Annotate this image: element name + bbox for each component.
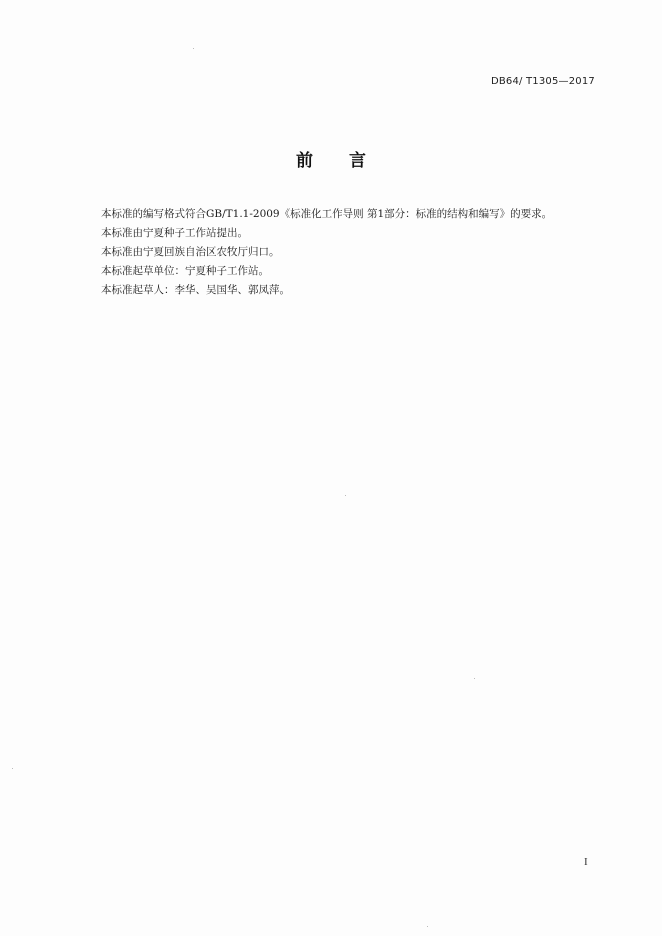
scan-speck xyxy=(345,495,346,496)
paragraph-administrator: 本标准由宁夏回族自治区农牧厅归口。 xyxy=(101,246,280,258)
paragraph-drafting-unit: 本标准起草单位：宁夏种子工作站。 xyxy=(101,265,269,277)
scan-speck xyxy=(193,48,194,49)
scan-speck xyxy=(474,678,475,679)
document-code: DB64/ T1305—2017 xyxy=(490,76,595,87)
page-number: I xyxy=(584,856,588,868)
foreword-body xyxy=(101,205,601,300)
page-title: 前言 xyxy=(296,151,402,171)
scan-speck xyxy=(427,926,428,927)
paragraph-proposer: 本标准由宁夏种子工作站提出。 xyxy=(101,227,248,239)
scan-speck xyxy=(12,768,13,769)
paragraph-format: 本标准的编写格式符合GB/T1.1-2009《标准化工作导则 第1部分：标准的结构和编写》的要求。 xyxy=(101,208,553,220)
paragraph-drafters: 本标准起草人：李华、吴国华、郭凤萍。 xyxy=(101,284,290,296)
